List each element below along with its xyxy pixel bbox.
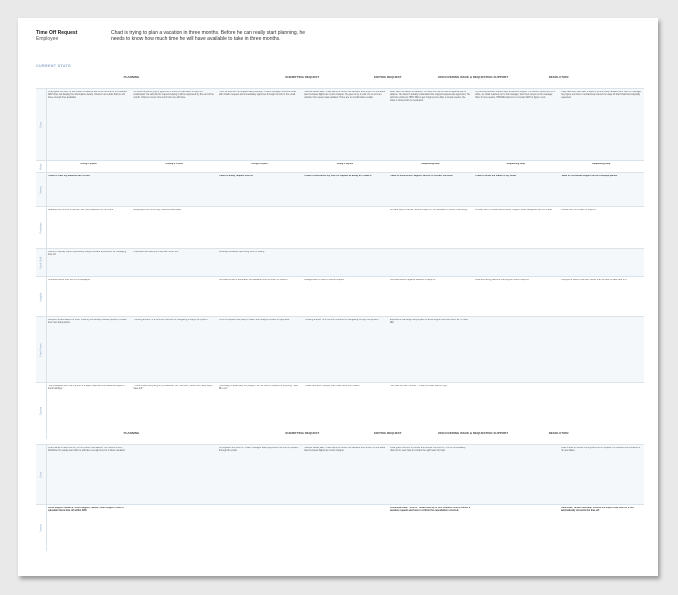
stage-header: RESOLUTION: [548, 75, 569, 79]
journey-cell: Requesting Help: [592, 163, 611, 165]
row-label-text: Insights: [39, 292, 43, 302]
ideal-row-needs: [36, 504, 644, 551]
journey-cell: "[Workday] is quite easy for people. I do not have to request or anything. I just fill it out.": [218, 385, 298, 391]
journey-cell: [133, 279, 214, 315]
journey-cell: Coworkers are willing to help each other out.: [133, 251, 179, 253]
row-label: [36, 317, 47, 383]
journey-cell: He submits another request with a different support. He doesn't have luck for a while, so Chad reaches out to his manager, who then comes to his manager. After 3 more weeks, HRS/DEI asks her to contact ADP to figure it out.: [475, 91, 555, 100]
row-label-text: Story: [39, 121, 43, 129]
journey-cell: Asking a Friend: [165, 163, 183, 165]
journey-cell: Chad calls ADP and after a week of phone calls between ADP and his manager, they figure out how to retroactively cancel the days off that Chad had originally requested.: [560, 91, 642, 100]
journey-cell: "My colleagues sent me a photo of a paper calendar with dates and days to track holidays.": [48, 385, 125, 391]
journey-cell: "Clicking around" is a common method for navigating through the system.: [304, 319, 379, 321]
current-row-needs: [36, 172, 644, 207]
stage-header: RESOLUTION: [548, 431, 569, 435]
journey-cell: Annoyed to have to call ADP rather than be able to take care of it.: [560, 279, 628, 281]
journey-cell: I need to know which support service to contact via ticket: [389, 175, 453, 177]
row-label: [36, 207, 47, 249]
row-label-text: Story: [39, 471, 43, 479]
row-label: [36, 505, 47, 551]
journey-cell: Unclear who to contact for support.: [560, 209, 597, 211]
journey-cell: Unclear who to contact about issue. Support ticket categories are too broad.: [475, 209, 553, 211]
journey-cell: "I tried to add everything to my calendar, but I still don't know how many days I have left.": [133, 385, 213, 391]
journey-cell: "It was hard and I thought that it was done but it wasn't.": [304, 385, 362, 387]
journey-cell: [133, 175, 214, 205]
journey-cell: Chad goes into ADP to see what his balance will be at the time of his vacation. ADP does not display the information clearly. Chad is not certain that he will have enough time available.: [48, 91, 128, 100]
journey-cell: Several weeks later, Chad wants to cancel his vacation and move it to the week later because flights are much cheaper. He goes to try to edit. He is not sure whether his request was updated. There are no confirmation emails.: [304, 91, 386, 100]
row-label: [36, 89, 47, 161]
journey-cell: [475, 507, 556, 549]
journey-cell: [219, 507, 300, 549]
current-row-good-stuff: [36, 248, 644, 277]
journey-cell: I need to know the status of my ticket: [475, 175, 516, 177]
journey-cell: [475, 319, 556, 381]
row-label-text: Problems: [39, 222, 43, 234]
journey-cell: I need to easily request time off: [218, 175, 254, 177]
journey-cell: Chad wants to take time off, so he checks his balance. He checks in ADP Workflow. He easily sees that he will have enough time for a future vacation.: [48, 447, 126, 453]
stage-header: PLANNING: [123, 75, 140, 79]
journey-cell: Users of PayDay report a generally straight forward experience for managing time off.: [48, 251, 127, 257]
journey-cell: [304, 209, 385, 247]
journey-cell: "We have an ADP number... it was not clear where to go.": [389, 385, 449, 387]
row-label-text: Good Stuff: [39, 256, 43, 270]
journey-cell: Confused email is withdrawn the available time off when he needs it.: [218, 279, 289, 281]
row-label: [36, 383, 47, 439]
current-row-story: [36, 88, 644, 161]
stage-header: EDITING REQUEST: [373, 75, 402, 79]
journey-cell: [304, 251, 385, 275]
journey-cell: I need to coordinate support across multiple parties: [560, 175, 618, 177]
document-title: Time Off Request: [36, 30, 78, 36]
journey-cell: He requests the time off. Chad's manager easily approves the time off request through the email.: [218, 447, 299, 453]
journey-cell: Contextual Help: "How to" linked directly in ADP explains how to cancel a vacation request and how to confirm the cancellation occurred.: [389, 507, 471, 513]
journey-cell: [475, 251, 556, 275]
row-label: [36, 249, 47, 277]
journey-cell: Chad is able to cancel his original time off request. He receives confirmation of his new dates.: [560, 447, 641, 453]
journey-cell: Requesting Help: [421, 163, 440, 165]
journey-cell: [561, 385, 642, 437]
row-label-text: Needs: [39, 186, 43, 194]
document-title-block: [36, 30, 77, 42]
journey-cell: Asks and being patience that support would respond.: [475, 279, 530, 281]
stage-header: SUBMITTING REQUEST: [285, 431, 320, 435]
journey-cell: Reading info on ADP is difficult; can't see balances for the future.: [48, 209, 114, 211]
journey-cell: Disappointed to have to cancel request.: [304, 279, 345, 281]
journey-cell: [561, 319, 642, 381]
journey-cell: [133, 507, 214, 549]
stage-header: DISCOVERING ISSUE & REQUESTING SUPPORT: [438, 431, 509, 435]
stage-header: EDITING REQUEST: [373, 431, 402, 435]
journey-cell: Experience has taught Employees to avoid support services such as ITS and DEI.: [389, 319, 468, 325]
journey-cell: "Clicking around" is a common method for navigating through the system.: [133, 319, 209, 321]
journey-cell: [561, 251, 642, 275]
journey-map-sheet: [18, 18, 658, 576]
journey-cell: Good Support Network: Good Support; Media; Video support; How to calculate future time off within ADP.: [48, 507, 124, 513]
document-role: Employee: [36, 36, 59, 42]
section-label-current: CURRENT STATE: [36, 64, 72, 68]
journey-cell: Chad goes into ADP to cancel and rebook his time off. It is not immediately clear so he sees how to contact the right team for help.: [389, 447, 466, 453]
journey-cell: Employees don't trust they have accurate data.: [133, 209, 182, 211]
journey-cell: I need to trust my balances are correct: [48, 175, 91, 177]
stage-header: DISCOVERING ISSUE & REQUESTING SUPPORT: [438, 75, 509, 79]
journey-cell: [475, 385, 556, 437]
journey-cell: Workday visualizes upcoming time off clearly.: [218, 251, 265, 253]
journey-cell: Doing it Myself: [336, 163, 354, 165]
journey-cell: Doing it Myself: [251, 163, 268, 165]
journey-cell: [304, 507, 385, 549]
row-label-text: Mode: [39, 163, 43, 171]
journey-cell: Confused about how the info is displayed.: [48, 279, 91, 281]
journey-cell: PathFinder: Shows Recruiter records the steps Chad took so it can automatically reconcile the time off.: [560, 507, 634, 513]
row-label-text: Quotes: [39, 406, 43, 416]
row-label: [36, 445, 47, 505]
journey-cell: Doing it Myself: [80, 163, 97, 165]
row-label-text: Needs: [39, 524, 43, 532]
current-row-problems: [36, 206, 644, 249]
journey-cell: I need to edit/cancel my time off request as easily as I made it: [304, 175, 372, 177]
journey-cell: No clear way to cancel/ resubmit days off. No feedback to confirm canceling.: [389, 209, 468, 211]
journey-cell: Then he submits the request easily enough. Chad's manager receives email with Chad's request and immediately approves through the link in the email.: [218, 91, 297, 97]
current-row-pain-points: [36, 316, 644, 383]
journey-cell: [390, 251, 471, 275]
current-row-insights: [36, 276, 644, 317]
journey-cell: Time off requests are easy to make, and straight forward for approval.: [218, 319, 290, 321]
journey-cell: Confused about negative balance of days off.: [389, 279, 436, 281]
row-label-text: Pain Points: [39, 343, 43, 357]
stage-header: PLANNING: [123, 431, 140, 435]
stage-header: SUBMITTING REQUEST: [285, 75, 320, 79]
row-label: [36, 173, 47, 207]
journey-cell: He clicks around trying to figure out if there's a calculator to help him understand. He submits his request hoping it will be approved by the end of the month. Chad is unsure how much time he will have.: [133, 91, 214, 100]
journey-cell: Several weeks later, Chad wants to cancel his vacation and move it to the week later because flights are much cheaper.: [304, 447, 386, 453]
journey-cell: [133, 447, 214, 503]
journey-cell: [475, 447, 556, 503]
journey-cell: [219, 209, 300, 247]
scenario-text: Chad is trying to plan a vacation in three months. Before he can really start planning, he needs to know how much time he will have available to take in three months.: [111, 30, 306, 42]
ideal-row-story: [36, 444, 644, 505]
row-label: [36, 277, 47, 317]
journey-cell: Despite the abundance of tools, missing functionality causes people to create their own frameworks.: [48, 319, 127, 325]
journey-cell: Requesting Help: [506, 163, 525, 165]
journey-cell: Later, after he takes his vacation, he finds out that he has a negative day of balance. He doesn't actually understand the original request was approved. He submits a ticket to HRS/ DEI to get it figured out. After a couple weeks, the ticket is closed with no resolution.: [389, 91, 470, 103]
